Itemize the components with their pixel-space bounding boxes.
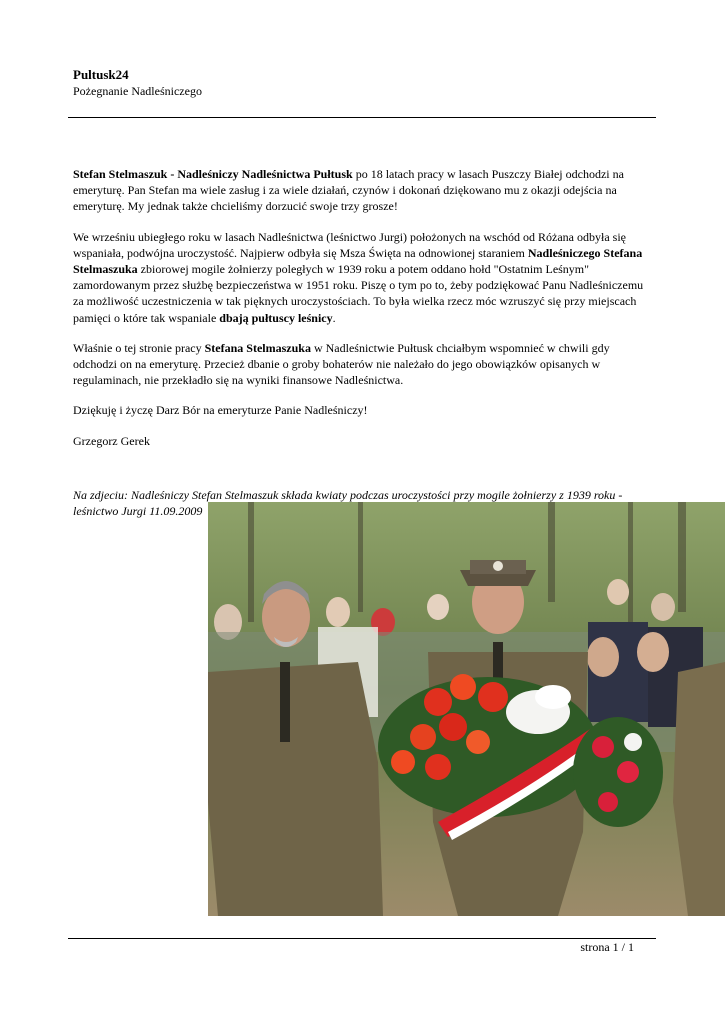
header-divider [68, 117, 656, 118]
bold-text: Stefan Stelmaszuk - Nadleśniczy Nadleśnictwa Pułtusk [73, 167, 353, 181]
paragraph-3 [73, 340, 653, 389]
bystander-face [637, 632, 669, 672]
bold-text: dbają pułtuscy leśnicy [219, 310, 333, 325]
site-title: Pultusk24 [73, 67, 129, 82]
footer-divider [68, 938, 656, 939]
paragraph-2 [73, 229, 653, 326]
signature: Grzegorz Gerek [73, 433, 150, 448]
photo-caption: Na zdjeciu: Nadleśniczy Stefan Stelmaszuk składa kwiaty podczas uroczystości przy mogile żołnierzy z 1939 roku - leśnictwo Jurgi 11.09.2009 [73, 488, 623, 519]
article-body [73, 166, 653, 463]
ceremony-photo [208, 502, 725, 916]
paragraph-1 [73, 166, 653, 215]
photo-illustration [208, 502, 725, 916]
bystander-face [587, 637, 619, 677]
bold-text: Stefana Stelmaszuka [204, 340, 311, 355]
page-subtitle: Pożegnanie Nadleśniczego [73, 84, 202, 98]
body-text: . [332, 310, 336, 325]
page-number: strona 1 / 1 [580, 940, 634, 954]
paragraph-4: Dziękuję i życzę Darz Bór na emeryturze Panie Nadleśniczy! [73, 403, 368, 418]
bold-text: Nadleśniczego Stefana Stelmaszuka [73, 245, 643, 277]
body-text: We wrześniu ubiegłego roku w lasach Nadleśnictwa (leśnictwo Jurgi) położonych na wschód od Różana odbyła się wspaniała, podwójna uroczystość. Najpierw odbyła się Msza Święta na odnowionej staraniem [73, 229, 626, 260]
body-text: po 18 latach pracy w lasach Puszczy Białej odchodzi na emeryturę. Pan Stefan ma wiele zasług i za wiele działań, czynów i dokonań dziękowano mu z okazji odejścia na emeryturę. My jednak także chcieliśmy dorzucić swoje trzy grosze! [73, 167, 624, 214]
body-text: w Nadleśnictwie Pułtusk chciałbym wspomnieć w chwili gdy odchodzi on na emeryturę. Przecież dbanie o groby bohaterów nie należało do jego obowiązków opisanych w regulaminach, nie przekładło się na wyniki finansowe Nadleśnictwa. [73, 340, 610, 388]
body-text: Właśnie o tej stronie pracy [73, 340, 205, 355]
second-wreath-icon [573, 717, 663, 827]
body-text: zbiorowej mogile żołnierzy poległych w 1939 roku a potem oddano hołd "Ostatnim Leśnym" zamordowanym przez służbę bezpieczeństwa w 1951 roku. Piszę o tym po to, żeby podziękować Panu Nadleśniczemu za możliwość uczestniczenia w tak pięknych uroczystościach. To była wielka rzecz móc wzruszyć się przy miejscach pamięci o które tak wspaniale [73, 262, 644, 325]
